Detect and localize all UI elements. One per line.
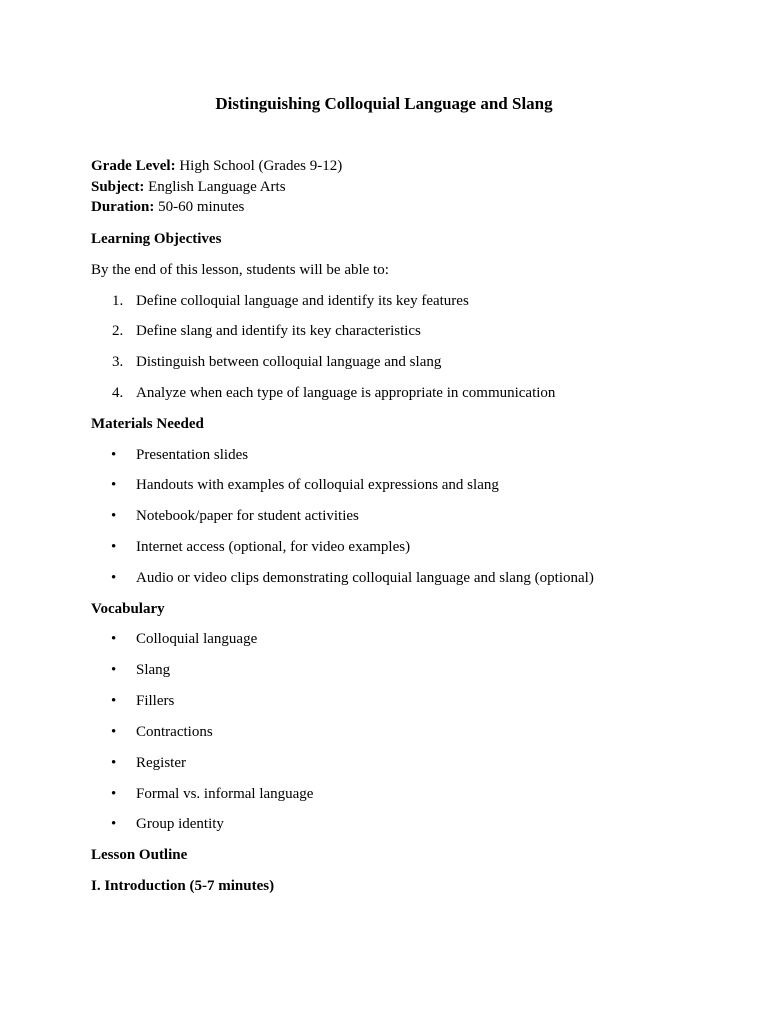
materials-text: Notebook/paper for student activities [136,508,359,524]
duration-label: Duration: [91,199,155,216]
bullet-marker: • [111,693,117,709]
vocabulary-item [0,629,768,649]
grade-level-value: High School (Grades 9-12) [179,158,343,174]
document-title: Distinguishing Colloquial Language and Slang [215,94,553,113]
vocabulary-item [0,691,768,711]
bullet-marker: • [111,755,117,771]
materials-item [0,506,768,526]
bullet-marker: • [111,570,117,586]
bullet-marker: • [111,477,117,493]
vocabulary-text: Colloquial language [136,631,258,647]
objective-number: 3. [112,354,124,370]
bullet-marker: • [111,631,117,647]
materials-heading: Materials Needed [91,416,204,432]
bullet-marker: • [111,786,117,802]
objective-text: Analyze when each type of language is appropriate in communication [136,385,556,401]
lesson-outline-heading: Lesson Outline [91,847,188,863]
bullet-marker: • [111,724,117,740]
vocabulary-item [0,814,768,834]
objective-item [0,383,768,403]
duration-value: 50-60 minutes [158,199,245,216]
objective-text: Distinguish between colloquial language and slang [136,354,442,370]
vocabulary-text: Slang [136,662,171,678]
materials-text: Audio or video clips demonstrating colloquial language and slang (optional) [136,570,594,586]
vocabulary-item [0,784,768,804]
vocabulary-heading: Vocabulary [91,601,165,617]
vocabulary-item [0,722,768,742]
materials-text: Handouts with examples of colloquial expressions and slang [136,477,499,493]
bullet-marker: • [111,662,117,678]
objective-number: 1. [112,293,124,309]
objective-text: Define slang and identify its key characteristics [136,323,421,339]
grade-level-row [91,156,342,177]
objective-item [0,352,768,372]
vocabulary-text: Group identity [136,816,224,832]
bullet-marker: • [111,816,117,832]
materials-item [0,568,768,588]
objective-text: Define colloquial language and identify its key features [136,293,469,309]
objective-item [0,291,768,311]
vocabulary-text: Register [136,755,186,771]
objectives-intro: By the end of this lesson, students will be able to: [91,262,389,278]
bullet-marker: • [111,539,117,555]
duration-row [91,197,342,218]
vocabulary-text: Fillers [136,693,175,709]
objective-number: 2. [112,323,124,339]
subject-row [91,177,342,198]
bullet-marker: • [111,447,117,463]
subject-value: English Language Arts [148,178,286,195]
materials-item [0,537,768,557]
lesson-meta [91,156,342,218]
materials-item [0,445,768,465]
vocabulary-item [0,753,768,773]
objective-number: 4. [112,385,124,401]
subject-label: Subject: [91,178,145,195]
introduction-heading: I. Introduction (5-7 minutes) [91,878,275,894]
objectives-heading: Learning Objectives [91,231,222,247]
grade-level-label: Grade Level: [91,158,176,174]
bullet-marker: • [111,508,117,524]
vocabulary-text: Formal vs. informal language [136,786,314,802]
materials-text: Internet access (optional, for video examples) [136,539,411,555]
vocabulary-text: Contractions [136,724,213,740]
materials-text: Presentation slides [136,447,249,463]
objective-item [0,321,768,341]
materials-item [0,475,768,495]
vocabulary-item [0,660,768,680]
